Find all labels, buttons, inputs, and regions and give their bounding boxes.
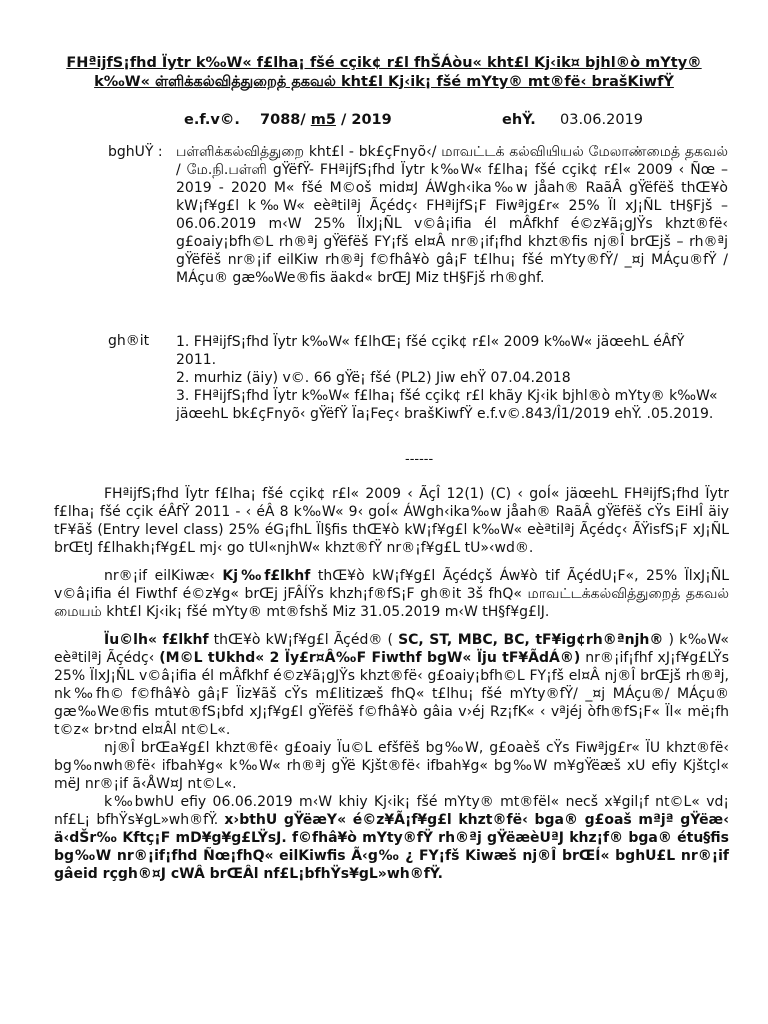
document-title: FHªijfS¡fhd Ïytr k‰W« f£lha¡ fšé cçik¢ r£l fhŠÁòu« kht£l Kj‹ik¤ bjhl®ò mYty® k‰W« ள்ளிக்கல்வித்துறைத் தகவல் kht£l Kj‹ik¡ fšé mYty® mt®fë‹ brašKiwfŸ: [66, 55, 702, 90]
references-label: gh®it: [108, 333, 150, 349]
document-body: [54, 485, 729, 883]
ref-year: / 2019: [341, 112, 392, 128]
ref-section: m5: [310, 112, 336, 128]
subject-label: bghUŸ :: [108, 144, 163, 160]
reference-item: 2. murhiz (äiy) v©. 66 gŸë¡ fšé (PL2) Jiw ehŸ 07.04.2018: [176, 370, 571, 386]
body-paragraph-5: k‰bwhU efiy 06.06.2019 m‹W khiy Kj‹ik¡ fšé mYty® mt®fël« necš x¥gil¡f nt©L« vd¡ nf£L¡ bfhŸs¥gL»wh®fŸ. x›bthU gŸëæY« é©z¥Ã¡f¥g£l khzt®fë‹ bga® g£oaš mªjª gŸëæ‹ ä‹dŠr‰ Kftç¡F mD¥g¥g£LŸsJ. f©fhâ¥ò mYty®fŸ rh®ªj gŸëæèUªJ khz¡f® bga® étu§fis bg‰W nr®¡if¡fhd Ñœ¡fhQ« eilKiwfis Ã‹g‰ ¿ FY¡fš Kiwæš nj®Î brŒÍ« bghU£L nr®¡if gâeid rçgh®¤J cWÂ brŒÂl nf£L¡bfhŸs¥gL»wh®fŸ.: [54, 794, 730, 882]
reference-item: 3. FHªijfS¡fhd Ïytr k‰W« f£lha¡ fšé cçik¢ r£l khãy Kj‹ik bjhl®ò mYty® k‰W« jäœehL bk£çFnyõ‹ gŸëfŸ Ïa¡Feç‹ brašKiwfŸ e.f.v©.843/Î1/2019 ehŸ. .05.2019.: [176, 388, 718, 422]
ref-prefix: e.f.v©.: [184, 112, 240, 128]
ref-number: 7088/: [260, 112, 306, 128]
body-paragraph-2: nr®¡if eilKiwæ‹ Kj‰f£lkhf thŒ¥ò kW¡f¥g£l Ãçédçš Áw¥ò tif ÃçédU¡F«, 25% ÏlxJ¡ÑL v©â¡ifia él Fiwthf é©z¥g« brŒj jFÂÍŸs khzh¡f®fS¡F gh®it 3š fhQ« மாவட்டக்கல்வித்துறைத் தகவல் மையம் kht£l Kj‹ik¡ fšé mYty® mt®fshš Miz 31.05.2019 m‹W tH§f¥g£lJ.: [54, 568, 730, 620]
date-marker: ehŸ.: [502, 112, 536, 128]
reference-number: [184, 112, 392, 128]
references-list: [176, 333, 728, 423]
body-paragraph-3: Ïu©lh« f£lkhf thŒ¥ò kW¡f¥g£l Ãçéd® ( SC, ST, MBC, BC, tF¥ig¢rh®ªnjh® ) k‰W« eèªtilªj Ãçédç‹ (M©L tUkhd« 2 Ïy£r¤Â‰F Fiwthf bgW« Ïju tF¥ÃdÁ®) nr®¡if¡fhf xJ¡f¥g£LŸs 25% ÏlxJ¡ÑL v©â¡ifia él mÂfkhf é©z¥ã¡gJŸs khzt®fë‹ g£oaiy¡bfh©L FY¡fš el¤Â nj®Î brŒjš rh®ªj, nk‰fh© f©fhâ¥ò gâ¡F Ïiz¥ãš cŸs m£litizæš fhQ« t£lhu¡ fšé mYty®fŸ/ _¤j MÁçu®/ MÁçu® gæ‰We®fis mtut®fS¡bfd xJ¡f¥g£l gŸëfëš f©fhâ¥ò gâia v›éj Rz¡fK« ‹ vªjéj òfh®fS¡F« Ïl« më¡fh t©z« br›tnd el¤Âl nt©L«.: [54, 632, 730, 738]
section-divider: ------: [405, 452, 434, 467]
reference-item: 1. FHªijfS¡fhd Ïytr k‰W« f£lhŒ¡ fšé cçik¢ r£l« 2009 k‰W« jäœehL éÂfŸ 2011.: [176, 334, 685, 368]
body-paragraph-4: nj®Î brŒa¥g£l khzt®fë‹ g£oaiy Ïu©L efšfëš bg‰W, g£oaèš cŸs Fiwªjg£r« ÏU khzt®fë‹ bg‰nwh®fë‹ ifbah¥g« k‰W« rh®ªj gŸë Kjšt®fë‹ ifbah¥g« bg‰W m¥gŸëæš xU efiy Kjštçl« mëJ nr®¡if ã‹ÅW¤J nt©L«.: [54, 740, 729, 792]
body-paragraph-1: FHªijfS¡fhd Ïytr f£lha¡ fšé cçik¢ r£l« 2009 ‹ ÃçÎ 12(1) (C) ‹ goÍ« jäœehL FHªijfS¡fhd Ïytr f£lha¡ fšé cçik éÂfŸ 2011 - ‹ éÂ 8 k‰W« 9‹ goÍ« ÁWgh‹ika‰w jåah® RaãÂ gŸëfëš cŸs EiHÎ äiy tF¥ãš (Entry level class) 25% éG¡fhL Ïl§fis thŒ¥ò kW¡f¥g£l k‰W« eèªtilªj Ãçédç‹ ÃŸisfS¡F xJ¡ÑL brŒtJ f£lhakh¡f¥g£L mj‹ go tUl«njhW« khzt®fŸ nr®¡f¥g£L tU»‹wd®.: [54, 486, 729, 556]
document-date: 03.06.2019: [560, 112, 644, 128]
subject-text: பள்ளிக்கல்வித்துறை kht£l - bk£çFnyõ‹/ மாவட்டக் கல்வியியல் மேலாண்மைத் தகவல் / மே.நி.பள்ளி gŸëfŸ- FHªijfS¡fhd Ïytr k‰W« f£lha¡ fšé cçik¢ r£l« 2009 ‹ Ñœ – 2019 - 2020 M« fšé M©oš mid¤J ÁWgh‹ika‰w jåah® RaãÂ gŸëfëš thŒ¥ò kW¡f¥g£l k‰W« eèªtilªj Ãçédç‹ FHªijfS¡F Fiwªjg£r« 25% Ïl xJ¡ÑL tH§Fjš – 06.06.2019 m‹W 25% ÏlxJ¡ÑL v©â¡ifia él mÂfkhf é©z¥ã¡gJŸs khzt®fë‹ g£oaiy¡bfh©L rh®ªj gŸëfëš FY¡fš el¤Â nr®¡if¡fhd khzt®fis nj®Î brŒjš – rh®ªj gŸëfëš nr®¡if eilKiw rh®ªj f©fhâ¥ò gâ¡F t£lhu¡ fšé mYty®fŸ/ _¤j MÁçu®fŸ / MÁçu® gæ‰We®fis äakd« brŒJ Miz tH§Fjš rh®ghf.: [176, 144, 728, 286]
